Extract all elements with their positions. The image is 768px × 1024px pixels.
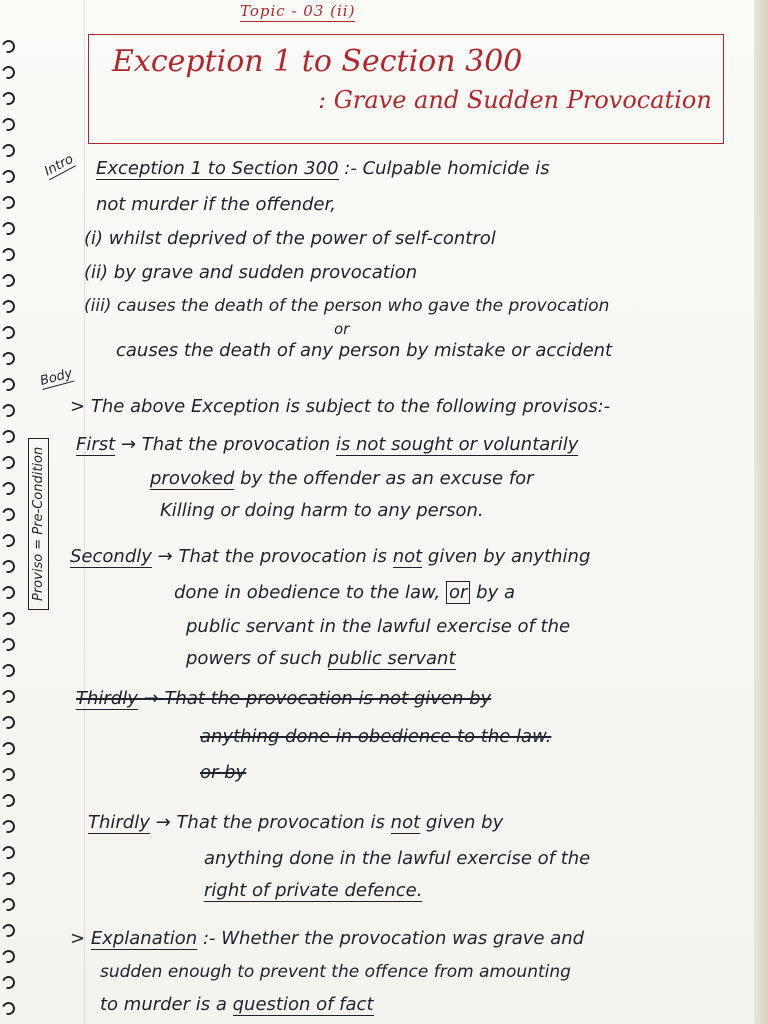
explanation-line-3 [100,994,374,1015]
body-lead-text: The above Exception is subject to the following provisos:- [90,396,611,417]
intro-line-1 [96,158,550,179]
proviso-first-line-2 [150,468,534,489]
intro-point-3: (iii) causes the death of the person who gave the provocation [84,296,610,316]
spiral-ring [0,324,17,341]
struck-third-line-3: or by [200,762,247,783]
second-text-1b: given by anything [427,546,591,567]
spiral-ring [0,116,17,133]
explanation-label: Explanation [90,928,198,949]
struck-third-line-2: anything done in obedience to the law. [200,726,552,747]
arrow-icon: → [155,812,177,833]
spiral-ring [0,402,17,419]
spiral-ring [0,168,17,185]
intro-point-3b: causes the death of any person by mistake or accident [116,340,613,361]
spiral-ring [0,792,17,809]
spiral-ring [0,220,17,237]
proviso-second-line-4 [186,648,456,669]
third-text-1: That the provocation is [176,812,385,833]
margin-line [84,0,85,1024]
spiral-ring [0,38,17,55]
explanation-line-2: sudden enough to prevent the offence from amounting [100,962,571,982]
struck-third-line-1 [76,688,491,709]
spiral-ring [0,428,17,445]
intro-point-2: (ii) by grave and sudden provocation [84,262,418,283]
spiral-ring [0,1000,17,1017]
arrow-icon: → [157,546,179,567]
explanation-text-1: :- Whether the provocation was grave and [202,928,585,949]
spiral-ring [0,922,17,939]
proviso-second-line-3: public servant in the lawful exercise of the [186,616,571,637]
first-text-2b: by the offender as an excuse for [240,468,534,489]
second-text-4a: powers of such [186,648,322,669]
spiral-ring [0,142,17,159]
proviso-third-line-3 [204,880,422,901]
body-lead [70,396,610,417]
spiral-ring [0,272,17,289]
proviso-third-line-2: anything done in the lawful exercise of the [204,848,591,869]
spiral-ring [0,636,17,653]
intro-point-1: (i) whilst deprived of the power of self-control [84,228,496,249]
spiral-binding [0,0,16,1024]
spiral-ring [0,246,17,263]
first-text-2a: provoked [150,468,235,489]
spiral-ring [0,688,17,705]
first-label: First [76,434,116,455]
proviso-second-line-1 [70,546,590,567]
spiral-ring [0,844,17,861]
proviso-side-label: Proviso = Pre-Condition [28,438,49,610]
spiral-ring [0,740,17,757]
struck-third-label: Thirdly [76,688,138,709]
spiral-ring [0,584,17,601]
spiral-ring [0,714,17,731]
intro-or: or [334,320,350,338]
intro-tag: Intro [42,151,76,180]
third-text-3a: right of private defence. [204,880,423,901]
intro-heading-rest: :- Culpable homicide is [344,158,550,179]
proviso-third-line-1 [88,812,503,833]
proviso-first-line-1 [76,434,578,455]
spiral-ring [0,90,17,107]
second-text-1: That the provocation is [178,546,387,567]
second-not: not [392,546,423,567]
spiral-ring [0,454,17,471]
spiral-ring [0,662,17,679]
spiral-ring [0,480,17,497]
spiral-ring [0,610,17,627]
page-subtitle: : Grave and Sudden Provocation [318,86,712,114]
second-text-4b: public servant [327,648,456,669]
spiral-ring [0,506,17,523]
page-title: Exception 1 to Section 300 [112,44,523,79]
topic-label: Topic - 03 (ii) [240,2,356,20]
proviso-second-line-2 [174,582,515,603]
spiral-ring [0,350,17,367]
explanation-text-3a: to murder is a [100,994,227,1015]
struck-third-text-1: That the provocation is not given by [164,688,492,709]
first-text-1b: is not sought or voluntarily [335,434,579,455]
third-not: not [390,812,421,833]
spiral-ring [0,818,17,835]
spiral-ring [0,532,17,549]
spiral-ring [0,870,17,887]
spiral-ring [0,64,17,81]
spiral-ring [0,376,17,393]
body-tag: Body [38,366,75,390]
spiral-ring [0,194,17,211]
second-text-2a: done in obedience to the law, [174,582,441,603]
spiral-ring [0,298,17,315]
explanation-text-3b: question of fact [232,994,374,1015]
second-text-2b: by a [476,582,515,603]
spiral-ring [0,974,17,991]
arrow-icon: > [70,928,91,949]
intro-heading: Exception 1 to Section 300 [96,158,339,179]
spiral-ring [0,766,17,783]
arrow-icon: → [143,688,165,709]
page-edge [754,0,768,1024]
intro-line-2: not murder if the offender, [96,194,336,215]
spiral-ring [0,896,17,913]
second-or-boxed: or [446,581,470,604]
third-label: Thirdly [88,812,150,833]
arrow-icon: → [120,434,142,455]
first-text-1a: That the provocation [141,434,331,455]
second-label: Secondly [70,546,152,567]
spiral-ring [0,558,17,575]
third-text-1b: given by [425,812,504,833]
spiral-ring [0,948,17,965]
explanation-line-1 [70,928,584,949]
arrow-icon: > [70,396,86,417]
proviso-first-line-3: Killing or doing harm to any person. [160,500,484,521]
